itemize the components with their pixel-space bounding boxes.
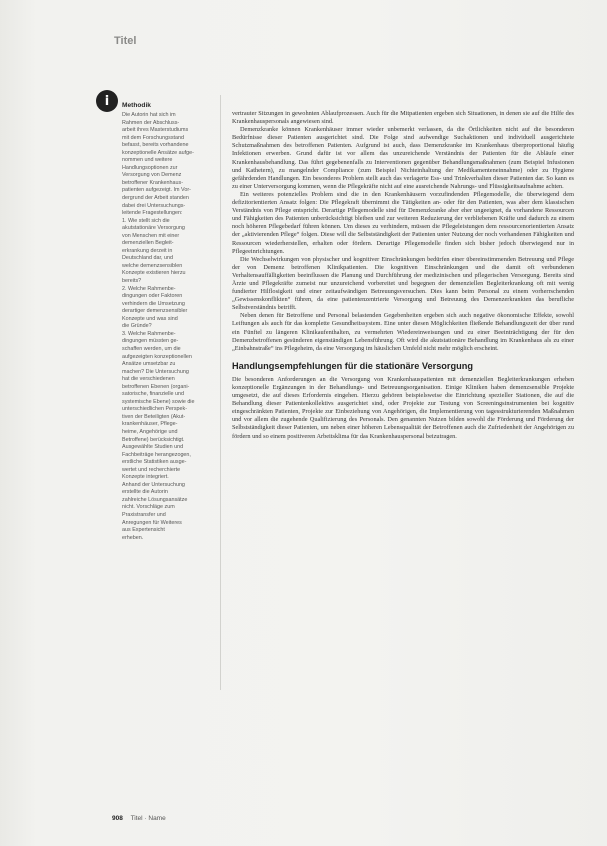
sidebar-line: krankenhäuser, Pflege- [122, 421, 178, 428]
sidebar-line: aus Expertensicht [122, 527, 165, 534]
sidebar-line: Rahmen der Abschluss- [122, 119, 180, 126]
section-heading: Handlungsempfehlungen für die stationäre Versorgung [232, 360, 473, 371]
sidebar-line: Handlungsoptionen zur [122, 164, 178, 171]
sidebar-line: erstliche Statistiken ausge- [122, 459, 187, 466]
sidebar-line: zahlreiche Lösungsansätze [122, 496, 188, 503]
sidebar-line: patienten aufgezeigt. Im Vor- [122, 187, 191, 194]
body-paragraph: vertrauter Sitzungen in gewohnten Ablaufprozessen. Auch für die Mitpatienten ergeben sich Situationen, in denen sie auf die Hilfe des Krankenhauspersonals angewiesen sind. [232, 110, 574, 126]
sidebar-line: nommen und weitere [122, 157, 173, 164]
sidebar-line: 3. Welche Rahmenbe- [122, 330, 176, 337]
sidebar-line: erheben. [122, 534, 144, 541]
sidebar-line: betroffener Krankenhaus- [122, 179, 184, 186]
body-paragraph: Neben denen für Betroffene und Personal belastenden Gegebenheiten ergeben sich auch negative ökonomische Effekte, sowohl Leiftungen als auch für das komplette Gesundheitssystem. Eine unter diesen Möglichkeiten fließende Behandlungszeit der über rund ein Fünftel zu längeren Klinikaufenthalten, zu vermehrten Wiedereinweisungen und zu einer Beeinträchtigung der für den Demenzbetroffenen gesünderen eigenständigen Lebensführung. Oft wird die akutstationäre Behandlung im Krankenhaus als zu einer „Einbahnstraße“ ins Pflegeheim, da eine Versorgung im häuslichen Umfeld nicht mehr möglich erscheint. [232, 312, 574, 352]
sidebar-line: Anhand der Untersuchung [122, 481, 185, 488]
sidebar-line: Deutschland dar, und [122, 255, 173, 262]
sidebar-line: Betroffene) berücksichtigt. [122, 436, 185, 443]
sidebar-line: derartiger demenzsensibler [122, 308, 188, 315]
sidebar-line: Konzepte integriert. [122, 474, 169, 481]
sidebar-line: Versorgung von Demenz [122, 172, 182, 179]
sidebar-line: satorische, finanzielle und [122, 391, 185, 398]
sidebar-line: Praxistransfer und [122, 511, 166, 518]
sidebar-line: mit dem Forschungsstand [122, 134, 185, 141]
sidebar-line: von Menschen mit einer [122, 232, 180, 239]
main-paragraphs [232, 110, 574, 353]
body-paragraph: Die Wechselwirkungen von physischer und kognitiver Einschränkungen bedürfen einer übereinstimmenden Betreuung und Pflege der von Demenz betroffenen Klinikpatienten. Die kognitiven Einschränkungen und die damit oft verbundenen Verhaltensauffälligkeiten beeinflussen die Planung und Durchführung der medizinischen und pflegerischen Versorgung. Bereits sind Ärzte und Pflegekräfte zumeist nur unzureichend vorbereitet und begegnen der demenziellen Begleiterkrankung oft mit wenig fundierter Hilflosigkeit und einer zeitaufwändigen Betreuungsversuchen. Dies kann beim Personal zu einem vorherrschenden „Gewissenskonflikten“ führen, da eine patientenzentrierte Versorgung und Betreuung des Demenzerkrankten das berufliche Selbstverständnis betrifft. [232, 255, 574, 312]
sidebar-line: 1. Wie stellt sich die [122, 217, 170, 224]
sidebar-line: heime, Angehörige und [122, 428, 178, 435]
sidebar-line: machen? Die Untersuchung [122, 368, 189, 375]
sidebar-line: Fachbeiträge herangezogen, [122, 451, 191, 458]
sidebar-line: Ansätze umsetzbar zu [122, 361, 176, 368]
sidebar-line: betroffenen Ebenen (organi- [122, 383, 190, 390]
sidebar-line: systemische Ebene) sowie die [122, 398, 195, 405]
sidebar-line: konzeptionelle Ansätze aufge- [122, 149, 194, 156]
sidebar-line: dabei drei Untersuchungs- [122, 202, 186, 209]
sidebar-line: dergrund der Arbeit standen [122, 195, 189, 202]
main-column [232, 110, 574, 441]
sidebar-line: erkrankung derzeit in [122, 247, 173, 254]
sidebar-heading: Methodik [122, 102, 151, 109]
sidebar-line: nicht. Vorschläge zum [122, 504, 175, 511]
sidebar-line: akutstationäre Versorgung [122, 225, 185, 232]
sidebar-line: erstellte die Autorin [122, 489, 168, 496]
sidebar-line: Ausgewählte Studien und [122, 444, 184, 451]
footer-label: Titel · Name [130, 815, 166, 822]
sidebar-line: Konzepte existieren hierzu [122, 270, 186, 277]
sidebar-body [122, 112, 218, 542]
sidebar-line: bereits? [122, 278, 142, 285]
body-paragraph: Ein weiteres potenzielles Problem sind die in den Krankenhäusern vorzufindenden Pflegemodelle, die überwiegend dem defizitorientierten Ansatz folgen: Die Pflegekraft übernimmt die Tätigkeiten an- oder für den Patienten, was aber dem klassischen Verständnis von Pflege entspricht. Derartige Pflegemodelle sind für Demenzkranke aber eher ungeeignet, da vorhandene Ressourcen und Fähigkeiten des Patienten unberücksichtigt bleiben und zur weiteren Reduzierung der verbliebenen Kräfte und dadurch zu einem noch höheren Pflegebedarf führen können. Um dieses zu verhindern, müssen die Pflegeleistungen dem ressourcenorientierten Ansatz der „aktivierenden Pflege“ folgen. Diese will die Selbstständigkeit der Patienten unter Nutzung der noch vorhandenen Fähigkeiten und Ressourcen wiederherstellen, erhalten oder fördern. Derartige Pflegemodelle finden sich bisher jedoch überwiegend nur in Pflegeeinrichtungen. [232, 190, 574, 255]
info-icon: i [96, 90, 118, 112]
sidebar-line: dingungen oder Faktoren [122, 293, 183, 300]
sidebar-line: befasst, bereits vorhandene [122, 142, 189, 149]
sidebar-line: arbeit ihres Masterstudiums [122, 127, 189, 134]
sidebar-line: schaffen werden, um die [122, 345, 181, 352]
column-divider [220, 95, 221, 690]
sidebar-line: aufgezeigten konzeptionellen [122, 353, 192, 360]
sidebar-line: Die Autorin hat sich im [122, 112, 176, 118]
sidebar-line: demenziellen Begleit- [122, 240, 174, 247]
sidebar-line: die Gründe? [122, 323, 152, 330]
sidebar-line: dingungen müssten ge- [122, 338, 179, 345]
sidebar-line: hat die verschiedenen [122, 376, 175, 383]
sidebar-line: Konzepte und was sind [122, 315, 178, 322]
page-title: Titel [114, 35, 137, 47]
section-paragraphs [232, 376, 574, 441]
page-number: 908 [112, 815, 123, 822]
sidebar-line: verhindern die Umsetzung [122, 300, 185, 307]
body-paragraph: Die besonderen Anforderungen an die Versorgung von Krankenhauspatienten mit demenziellen Begleiterkrankungen erheben konzeptionelle Ergänzungen in der Behandlungs- und Betreuungsorganisation. Einige Kliniken haben demenzsensible Projekte umgesetzt, die auf dieses Erfordernis eingehen. Hierzu gehören beispielsweise die Einrichtung spezieller Stationen, die auf die Behandlung dieser Patientenkollektivs ausgerichtet sind, oder Projekte zur Testung von Screeningsinstrumenten bei kognitiv eingeschränkten Patienten, Projekte zur Einbeziehung von Angehörigen, die Implementierung von tagesstrukturierenden Maßnahmen und vor allem die zugehende Qualifizierung des Personals. Den genannten Nutzen bilden sowohl die Förderung und Förderung der Selbstständigkeit dieser Patienten, um neben einer höheren Lebensqualität der Betroffenen auch die Zufriedenheit der Angehörigen zu fördern und so einem positiveren Arbeitsklima für das Krankenhauspersonal beizutragen. [232, 375, 574, 440]
sidebar-line: 2. Welche Rahmenbe- [122, 285, 176, 292]
page-footer [112, 815, 166, 822]
sidebar-line: Anregungen für Weiteres [122, 519, 182, 526]
sidebar-line: leitende Fragestellungen: [122, 210, 183, 217]
sidebar-line: tiven der Beteiligten (Akut- [122, 413, 186, 420]
sidebar-line: welche demenzsensiblen [122, 262, 183, 269]
sidebar-line: unterschiedlichen Perspek- [122, 406, 188, 413]
sidebar-line: wertet und recherchierte [122, 466, 181, 473]
body-paragraph: Demenzkranke können Krankenhäuser immer wieder unbemerkt verlassen, da die Örtlichkeiten nicht auf die besonderen Bedürfnisse dieser Patienten ausgerichtet sind. Die Folge sind aufwendige Suchaktionen und individuell ausgerichtete Schutzmaßnahmen des betroffenen Patienten. Aufgrund ist auch, dass Demenzkranke im Krankenhaus überproportional häufig Infektionen erwerben. Grund dafür ist vor allem das unzureichende Verständnis der Patienten für die Abläufe einer Krankenhausbehandlung. Das führt gegebenenfalls zu Interventionen gegenüber Behandlungsmaßnahmen (zum Beispiel Infusionen und Kathetern), zu mangelnder Compliance (zum Beispiel Nichteinhaltung der Medikamenteneinnahme) oder zu Hygiene gefährdenden Handlungen. Ein besonderes Problem stellt auch das verlagerte Ess- und Trinkverhalten dieser Patienten dar. So kann es zu einer Unterversorgung kommen, wenn die Pflegekräfte nicht auf eine ausreichende Nahrungs- und Flüssigkeitsaufnahme achten. [232, 126, 574, 190]
